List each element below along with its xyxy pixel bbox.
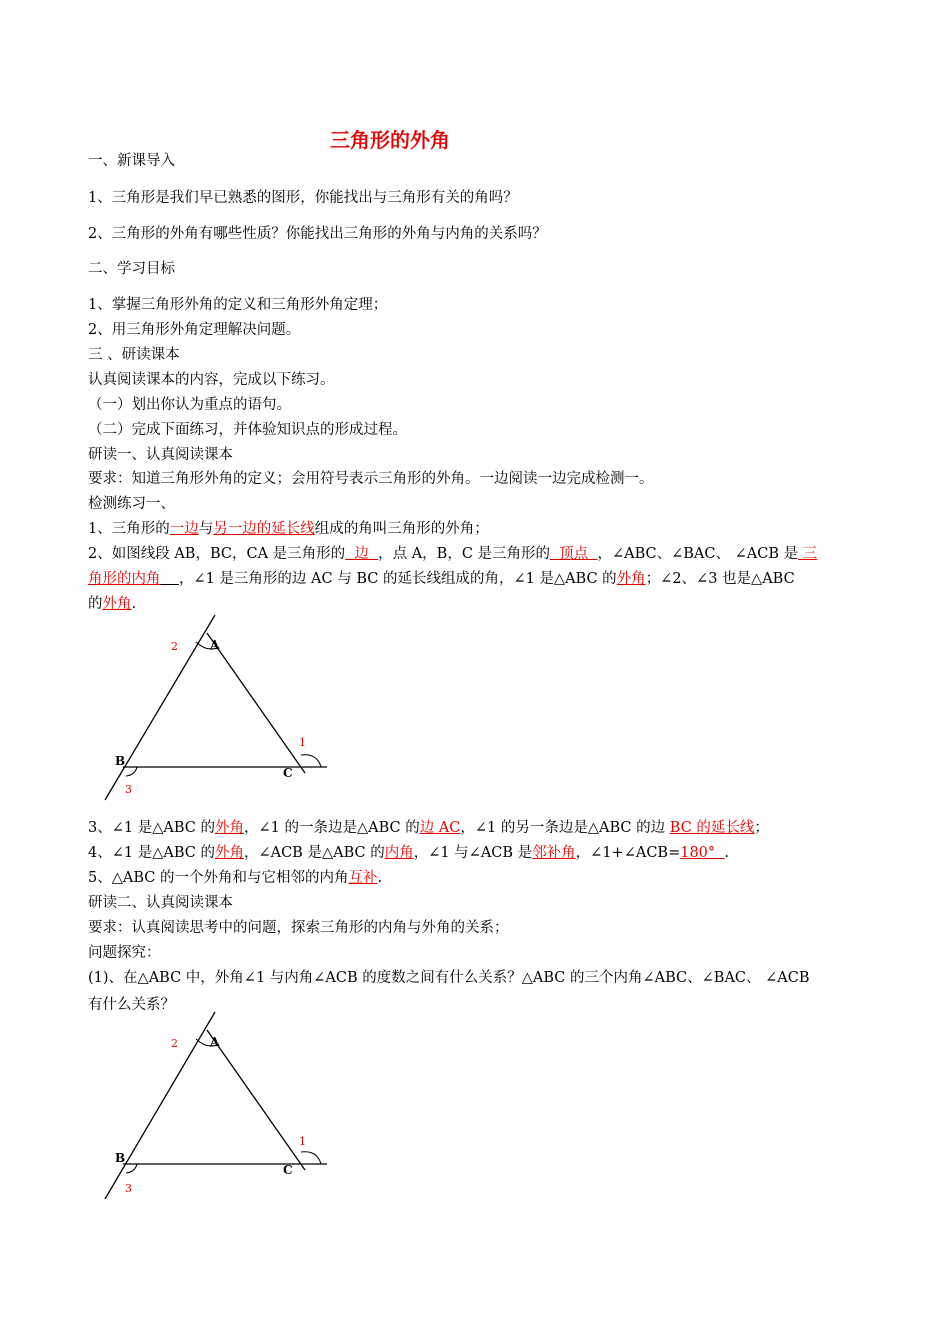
vertex-label-b: B [115, 1151, 126, 1165]
answer: 外角 [616, 571, 646, 587]
page-title: 三角形的外角 [330, 128, 450, 152]
answer: 互补 [348, 870, 378, 886]
reading-2-requirement: 要求：认真阅读思考中的问题，探索三角形的内角与外角的关系； [88, 920, 509, 936]
angle-label-2: 2 [171, 1037, 178, 1050]
answer: 边 [345, 546, 379, 562]
exercise-2-line-3: 的外角. [88, 596, 137, 612]
answer: 内角 [384, 845, 414, 861]
line-AC-extended [207, 633, 305, 773]
answer: 180° [680, 845, 725, 861]
angle-3-arc [126, 1164, 137, 1173]
exercise-3: 3、∠1 是△ABC 的外角，∠1 的一条边是△ABC 的边 AC，∠1 的另一条边是△ABC 的边 BC 的延长线； [88, 820, 769, 836]
answer: 外角 [102, 596, 132, 612]
angle-label-3: 3 [125, 1182, 132, 1195]
answer: BC 的延长线 [669, 820, 755, 836]
exercise-2-line-2: 角形的内角 ，∠1 是三角形的边 AC 与 BC 的延长线组成的角，∠1 是△ABC 的外角；∠2、∠3 也是△ABC [88, 571, 795, 587]
angle-label-2: 2 [171, 640, 178, 653]
triangle-figure-1 [95, 615, 335, 805]
triangle-figure-2 [95, 1012, 335, 1202]
reading-step-2: （二）完成下面练习，并体验知识点的形成过程。 [88, 422, 407, 438]
answer: 外角 [214, 845, 244, 861]
vertex-label-a: A [210, 638, 220, 652]
answer: 边 AC [419, 820, 461, 836]
answer: 角形的内角 [88, 571, 161, 587]
vertex-label-b: B [115, 754, 126, 768]
vertex-label-c: C [283, 1163, 293, 1177]
exercise-5: 5、△ABC 的一个外角和与它相邻的内角互补. [88, 870, 383, 886]
angle-label-1: 1 [299, 1135, 306, 1148]
exercise-1: 1、三角形的一边与另一边的延长线组成的角叫三角形的外角； [88, 521, 489, 537]
exercise-2-line-1: 2、如图线段 AB，BC，CA 是三角形的 边 ，点 A，B，C 是三角形的 顶点 ，∠ABC、∠BAC、 ∠ACB 是 三 [88, 546, 818, 562]
answer: 另一边的延长线 [213, 521, 315, 537]
exercise-heading: 检测练习一、 [88, 496, 175, 512]
answer: 一边 [169, 521, 199, 537]
answer: 三 [798, 546, 818, 562]
explore-heading: 问题探究： [88, 945, 161, 961]
line-AC-extended [207, 1030, 305, 1170]
goal-2: 2、用三角形外角定理解决问题。 [88, 322, 301, 338]
answer: 顶点 [550, 546, 598, 562]
section-heading-goals: 二、学习目标 [88, 261, 175, 277]
reading-1-heading: 研读一、认真阅读课本 [88, 447, 233, 463]
vertex-label-a: A [210, 1035, 220, 1049]
section-heading-reading: 三 、研读课本 [88, 347, 180, 363]
vertex-label-c: C [283, 766, 293, 780]
explore-question-1: (1)、在△ABC 中，外角∠1 与内角∠ACB 的度数之间有什么关系？△ABC 的三个内角∠ABC、∠BAC、 ∠ACB [88, 970, 810, 986]
angle-label-1: 1 [299, 736, 306, 749]
goal-1: 1、掌握三角形外角的定义和三角形外角定理； [88, 297, 388, 313]
line-AB-extended [105, 1012, 215, 1199]
line-AB-extended [105, 615, 215, 800]
answer: 外角 [214, 820, 244, 836]
reading-2-heading: 研读二、认真阅读课本 [88, 895, 233, 911]
angle-1-arc [301, 755, 321, 767]
reading-step-1: （一）划出你认为重点的语句。 [88, 397, 291, 413]
intro-question-1: 1、三角形是我们早已熟悉的图形，你能找出与三角形有关的角吗？ [88, 190, 518, 206]
exercise-4: 4、∠1 是△ABC 的外角，∠ACB 是△ABC 的内角，∠1 与∠ACB 是邻补角，∠1+∠ACB=180° . [88, 845, 729, 861]
explore-question-1-cont: 有什么关系？ [88, 997, 175, 1013]
section-heading-intro: 一、新课导入 [88, 153, 175, 169]
angle-label-3: 3 [125, 783, 132, 796]
intro-question-2: 2、三角形的外角有哪些性质？你能找出三角形的外角与内角的关系吗？ [88, 226, 547, 242]
reading-intro: 认真阅读课本的内容，完成以下练习。 [88, 372, 335, 388]
angle-3-arc [126, 767, 137, 776]
angle-1-arc [301, 1152, 321, 1164]
answer: 邻补角 [532, 845, 576, 861]
reading-1-requirement: 要求：知道三角形外角的定义；会用符号表示三角形的外角。一边阅读一边完成检测一。 [88, 471, 654, 487]
